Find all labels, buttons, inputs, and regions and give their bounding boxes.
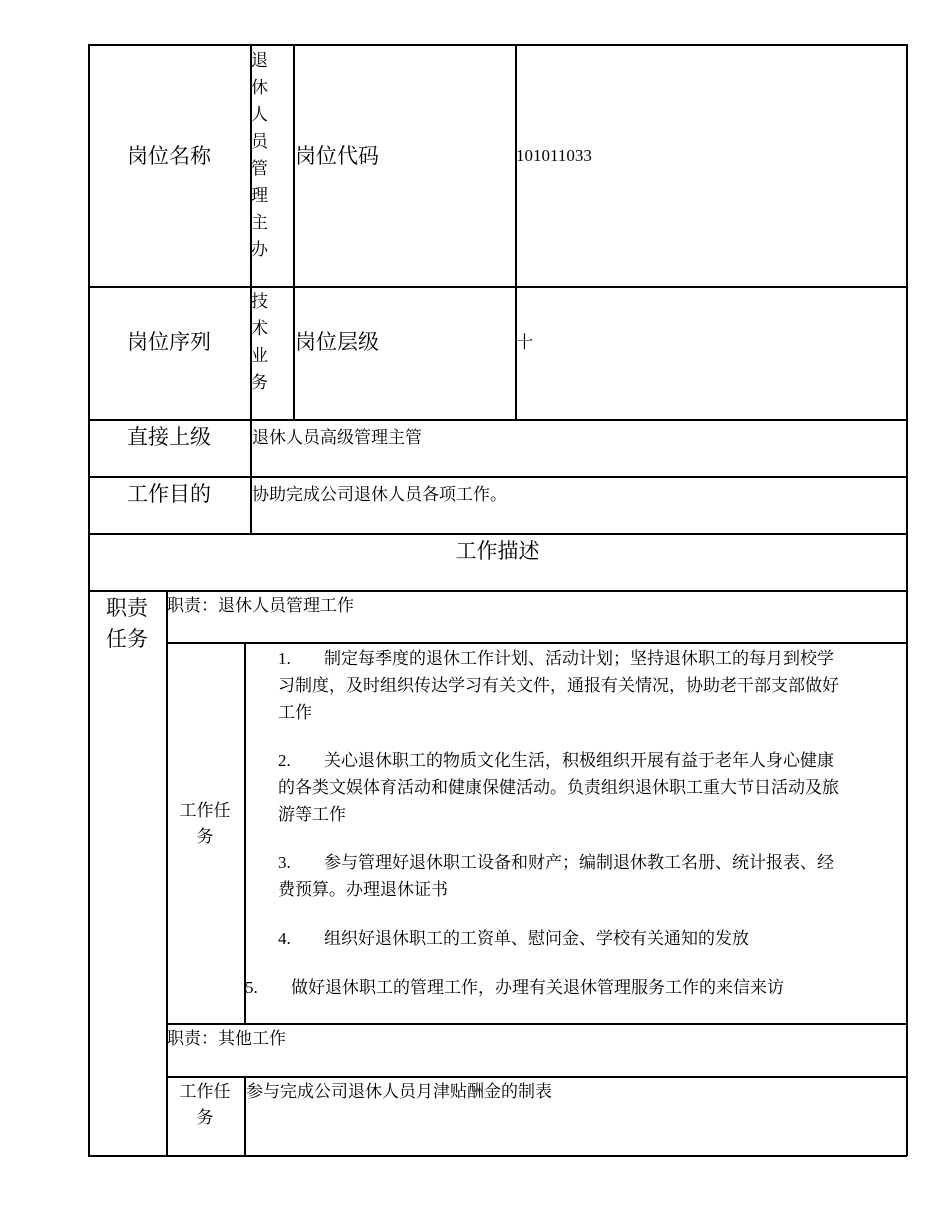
task-item-2-line1: 2. 关心退休职工的物质文化生活，积极组织开展有益于老年人身心健康 [278, 747, 834, 774]
task-item-1-line3: 工作 [278, 703, 312, 722]
duty1-task-label-line2: 务 [196, 827, 214, 846]
task-item-3-line2: 费预算。办理退休证书 [278, 880, 448, 899]
task-item-3-number: 3. [278, 853, 291, 872]
task-item-1-number: 1. [278, 649, 291, 668]
task-item-3-line1: 3. 参与管理好退休职工设备和财产；编制退休教工名册、统计报表、经 [278, 849, 834, 876]
task-item-2-number: 2. [278, 751, 291, 770]
duty1-task-label-line1: 工作任 [179, 801, 231, 820]
post-series-value: 技术业务 [251, 292, 268, 392]
post-level-label: 岗位层级 [295, 330, 379, 354]
duty2-task-value: 参与完成公司退休人员月津贴酬金的制表 [246, 1082, 552, 1101]
superior-value: 退休人员高级管理主管 [252, 428, 422, 447]
post-code-label: 岗位代码 [295, 144, 379, 168]
task-item-5-line1: 5. 做好退休职工的管理工作，办理有关退休管理服务工作的来信来访 [245, 974, 784, 1001]
duty2-task-label-line2: 务 [196, 1108, 214, 1127]
post-name-label: 岗位名称 [127, 144, 211, 168]
task-item-1-line2: 习制度，及时组织传达学习有关文件，通报有关情况，协助老干部支部做好 [278, 676, 839, 695]
duty1-title: 职责：退休人员管理工作 [167, 596, 354, 615]
task-item-2-line2: 的各类文娱体育活动和健康保健活动。负责组织退休职工重大节日活动及旅 [278, 778, 839, 797]
purpose-value: 协助完成公司退休人员各项工作。 [252, 485, 507, 504]
duty2-task-label-line1: 工作任 [179, 1082, 231, 1101]
task-item-4-number: 4. [278, 929, 291, 948]
duties-label-line1: 职责 [106, 596, 148, 620]
task-item-2-line3: 游等工作 [278, 805, 346, 824]
post-code-value: 101011033 [516, 146, 592, 165]
task-item-1-line1: 1. 制定每季度的退休工作计划、活动计划；坚持退休职工的每月到校学 [278, 645, 834, 672]
work-description-header: 工作描述 [455, 539, 540, 563]
superior-label: 直接上级 [127, 425, 211, 449]
task-item-4-line1: 4. 组织好退休职工的工资单、慰问金、学校有关通知的发放 [278, 925, 749, 952]
purpose-label: 工作目的 [127, 482, 211, 506]
post-level-value: 十 [516, 333, 533, 352]
post-name-value: 退休人员管理主办 [251, 51, 268, 259]
task-item-5-number: 5. [245, 978, 258, 997]
duties-label-line2: 任务 [106, 627, 148, 651]
duty2-title: 职责：其他工作 [167, 1029, 286, 1048]
post-series-label: 岗位序列 [127, 330, 211, 354]
